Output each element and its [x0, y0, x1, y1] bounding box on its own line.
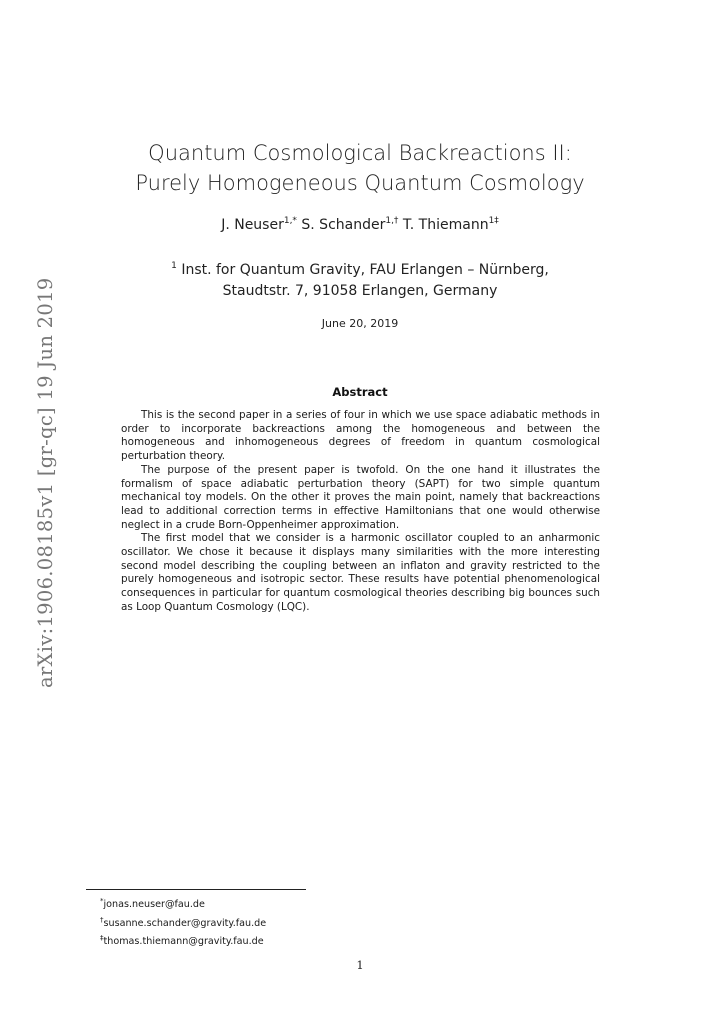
- footnote-mark: ‡: [100, 934, 104, 943]
- footnote-email-link[interactable]: jonas.neuser@fau.de: [103, 899, 205, 910]
- abstract-paragraph: This is the second paper in a series of four in which we use space adiabatic methods in order to incorporate backreactions among the homogeneous and between the homogeneous and inhomogeneous degrees of freedom in quantum cosmological perturbation theory.: [121, 409, 600, 463]
- affiliation-mark: 1: [171, 261, 177, 271]
- arxiv-identifier: arXiv:1906.08185v1 [gr-qc] 19 Jun 2019: [34, 277, 57, 688]
- footnote-rule: [86, 889, 306, 890]
- paper-date: June 20, 2019: [321, 317, 399, 330]
- affiliation-text: Inst. for Quantum Gravity, FAU Erlangen – Nürnberg,: [181, 262, 549, 278]
- author-name: T. Thiemann: [402, 217, 489, 233]
- paper-title-line-1: Quantum Cosmological Backreactions II:: [148, 141, 572, 165]
- author-mark: 1,*: [283, 216, 297, 226]
- footnote-item: [100, 931, 266, 950]
- author-mark: 1‡: [488, 216, 499, 226]
- abstract-paragraph: The first model that we consider is a harmonic oscillator coupled to an anharmonic oscillator. We chose it because it displays many similarities with the more interesting second model describing the coupling between an inflaton and gravity restricted to the purely homogeneous and isotropic sector. These results have potential phenomenological consequences in particular for quantum cosmological theories describing big bounces such as Loop Quantum Cosmology (LQC).: [121, 532, 600, 613]
- footnote-mark: *: [100, 897, 104, 905]
- footnote-email-link[interactable]: susanne.schander@gravity.fau.de: [103, 917, 267, 929]
- affiliation-line-1: [0, 261, 720, 278]
- footnote-mark: †: [100, 915, 104, 924]
- abstract-heading: Abstract: [332, 385, 388, 399]
- footnote-email-link[interactable]: thomas.thiemann@gravity.fau.de: [103, 936, 264, 948]
- abstract-paragraph: The purpose of the present paper is twofold. On the one hand it illustrates the formalism of space adiabatic perturbation theory (SAPT) for two simple quantum mechanical toy models. On the other it proves the main point, namely that backreactions lead to additional correction terms in effective Hamiltonians that one would otherwise neglect in a crude Born-Oppenheimer approximation.: [121, 463, 600, 531]
- footnotes: [100, 894, 266, 950]
- page-number: 1: [356, 958, 364, 972]
- author-name: J. Neuser: [221, 217, 284, 233]
- abstract-body: [121, 409, 600, 615]
- footnote-item: [100, 894, 266, 913]
- affiliation-line-2: Staudtstr. 7, 91058 Erlangen, Germany: [222, 283, 498, 299]
- author-list: [0, 216, 720, 233]
- author-mark: 1,†: [385, 216, 399, 226]
- author-name: S. Schander: [301, 217, 386, 233]
- footnote-item: [100, 913, 266, 932]
- paper-title-line-2: Purely Homogeneous Quantum Cosmology: [135, 171, 585, 195]
